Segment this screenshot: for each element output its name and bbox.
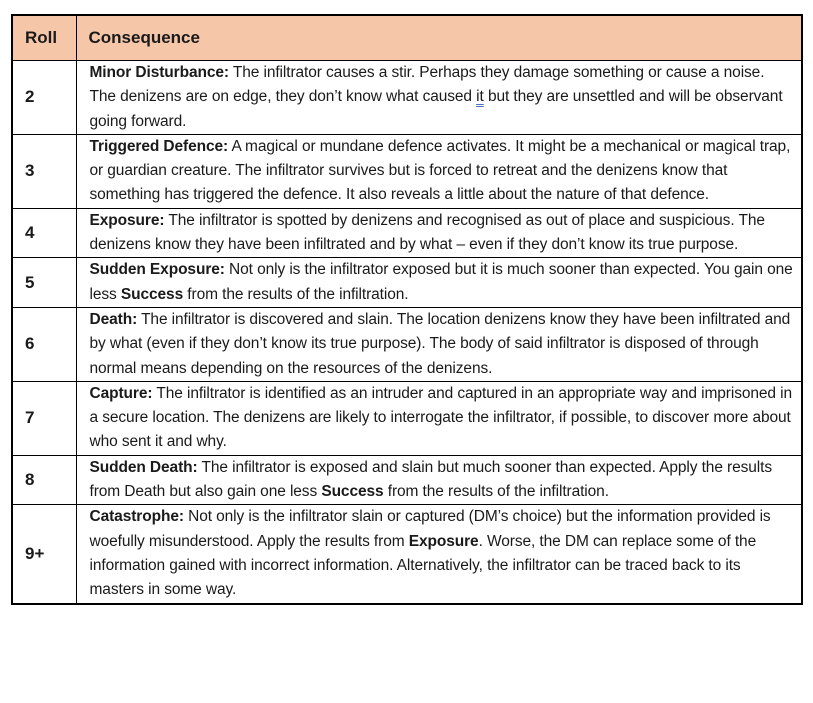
consequence-body-text: from the results of the infiltration. xyxy=(383,483,609,501)
consequence-body-text: A magical or mundane defence activates. It might be a mechanical or magical trap, or guardian creature. The infiltrator survives but is forced to retreat and the denizens know that something has triggered the defence. It also reveals a little about the nature of that defence. xyxy=(89,137,791,204)
table-row-roll-4 xyxy=(12,208,802,258)
table-row-roll-5 xyxy=(12,258,802,308)
consequence-title: Exposure: xyxy=(89,211,165,229)
grammar-marked-word: it xyxy=(476,88,484,106)
consequence-text xyxy=(76,307,802,381)
consequence-title: Sudden Death: xyxy=(89,458,198,476)
table-row-roll-7 xyxy=(12,381,802,455)
consequence-body-text: . Worse, the DM can replace some of the information gained with incorrect information. Alternatively, the infiltrator can be traced back to its masters in some way. xyxy=(89,532,757,599)
consequence-text xyxy=(76,455,802,505)
table-row-roll-3 xyxy=(12,134,802,208)
roll-value: 6 xyxy=(12,307,76,381)
consequence-body-text: The infiltrator causes a stir. Perhaps they damage something or cause a noise. The denizens are on edge, they don’t know what caused xyxy=(89,64,765,106)
roll-value: 2 xyxy=(12,61,76,135)
consequence-text xyxy=(76,505,802,604)
consequence-body-text: from the results of the infiltration. xyxy=(183,285,409,303)
consequence-body-text: The infiltrator is identified as an intruder and captured in an appropriate way and imprisoned in a secure location. The denizens are likely to interrogate the infiltrator, if possible, to discover more about who sent it and why. xyxy=(89,384,793,451)
consequence-title: Sudden Exposure: xyxy=(89,261,225,279)
consequence-body-text: The infiltrator is exposed and slain but much sooner than expected. Apply the results from Death but also gain one less xyxy=(89,458,773,501)
consequence-title: Success xyxy=(321,483,384,501)
header-roll: Roll xyxy=(12,15,76,61)
consequence-text xyxy=(76,61,802,135)
header-consequence: Consequence xyxy=(76,15,802,61)
roll-value: 4 xyxy=(12,208,76,258)
consequence-text xyxy=(76,134,802,208)
consequence-text xyxy=(76,258,802,308)
consequence-text xyxy=(76,381,802,455)
roll-value: 7 xyxy=(12,381,76,455)
consequence-title: Death: xyxy=(89,310,138,328)
consequence-title: Minor Disturbance: xyxy=(89,64,229,81)
roll-value: 3 xyxy=(12,134,76,208)
consequence-title: Triggered Defence: xyxy=(89,137,229,155)
consequence-body-text: Not only is the infiltrator exposed but it is much sooner than expected. You gain one less xyxy=(89,261,793,303)
header-row xyxy=(12,15,802,61)
consequence-text xyxy=(76,208,802,258)
consequence-title: Exposure xyxy=(408,532,479,550)
table-row-roll-2 xyxy=(12,61,802,135)
consequence-body-text: but they are unsettled and will be observant going forward. xyxy=(89,88,783,130)
consequence-table xyxy=(11,14,803,605)
table-row-roll-6 xyxy=(12,307,802,381)
table-row-roll-8 xyxy=(12,455,802,505)
roll-value: 9+ xyxy=(12,505,76,604)
table-row-roll-9plus xyxy=(12,505,802,604)
consequence-body-text: Not only is the infiltrator slain or captured (DM’s choice) but the information provided is woefully misunderstood. Apply the results from xyxy=(89,508,771,550)
consequence-body-text: The infiltrator is spotted by denizens and recognised as out of place and suspicious. The denizens know they have been infiltrated and by what – even if they don’t know its true purpose. xyxy=(89,211,765,254)
consequence-body-text: The infiltrator is discovered and slain. The location denizens know they have been infiltrated and by what (even if they don’t know its true purpose). The body of said infiltrator is disposed of through normal means depending on the resources of the denizens. xyxy=(89,310,791,377)
roll-value: 8 xyxy=(12,455,76,505)
consequence-title: Success xyxy=(120,285,184,303)
consequence-title: Catastrophe: xyxy=(89,508,184,526)
consequence-title: Capture: xyxy=(89,384,153,402)
roll-value: 5 xyxy=(12,258,76,308)
